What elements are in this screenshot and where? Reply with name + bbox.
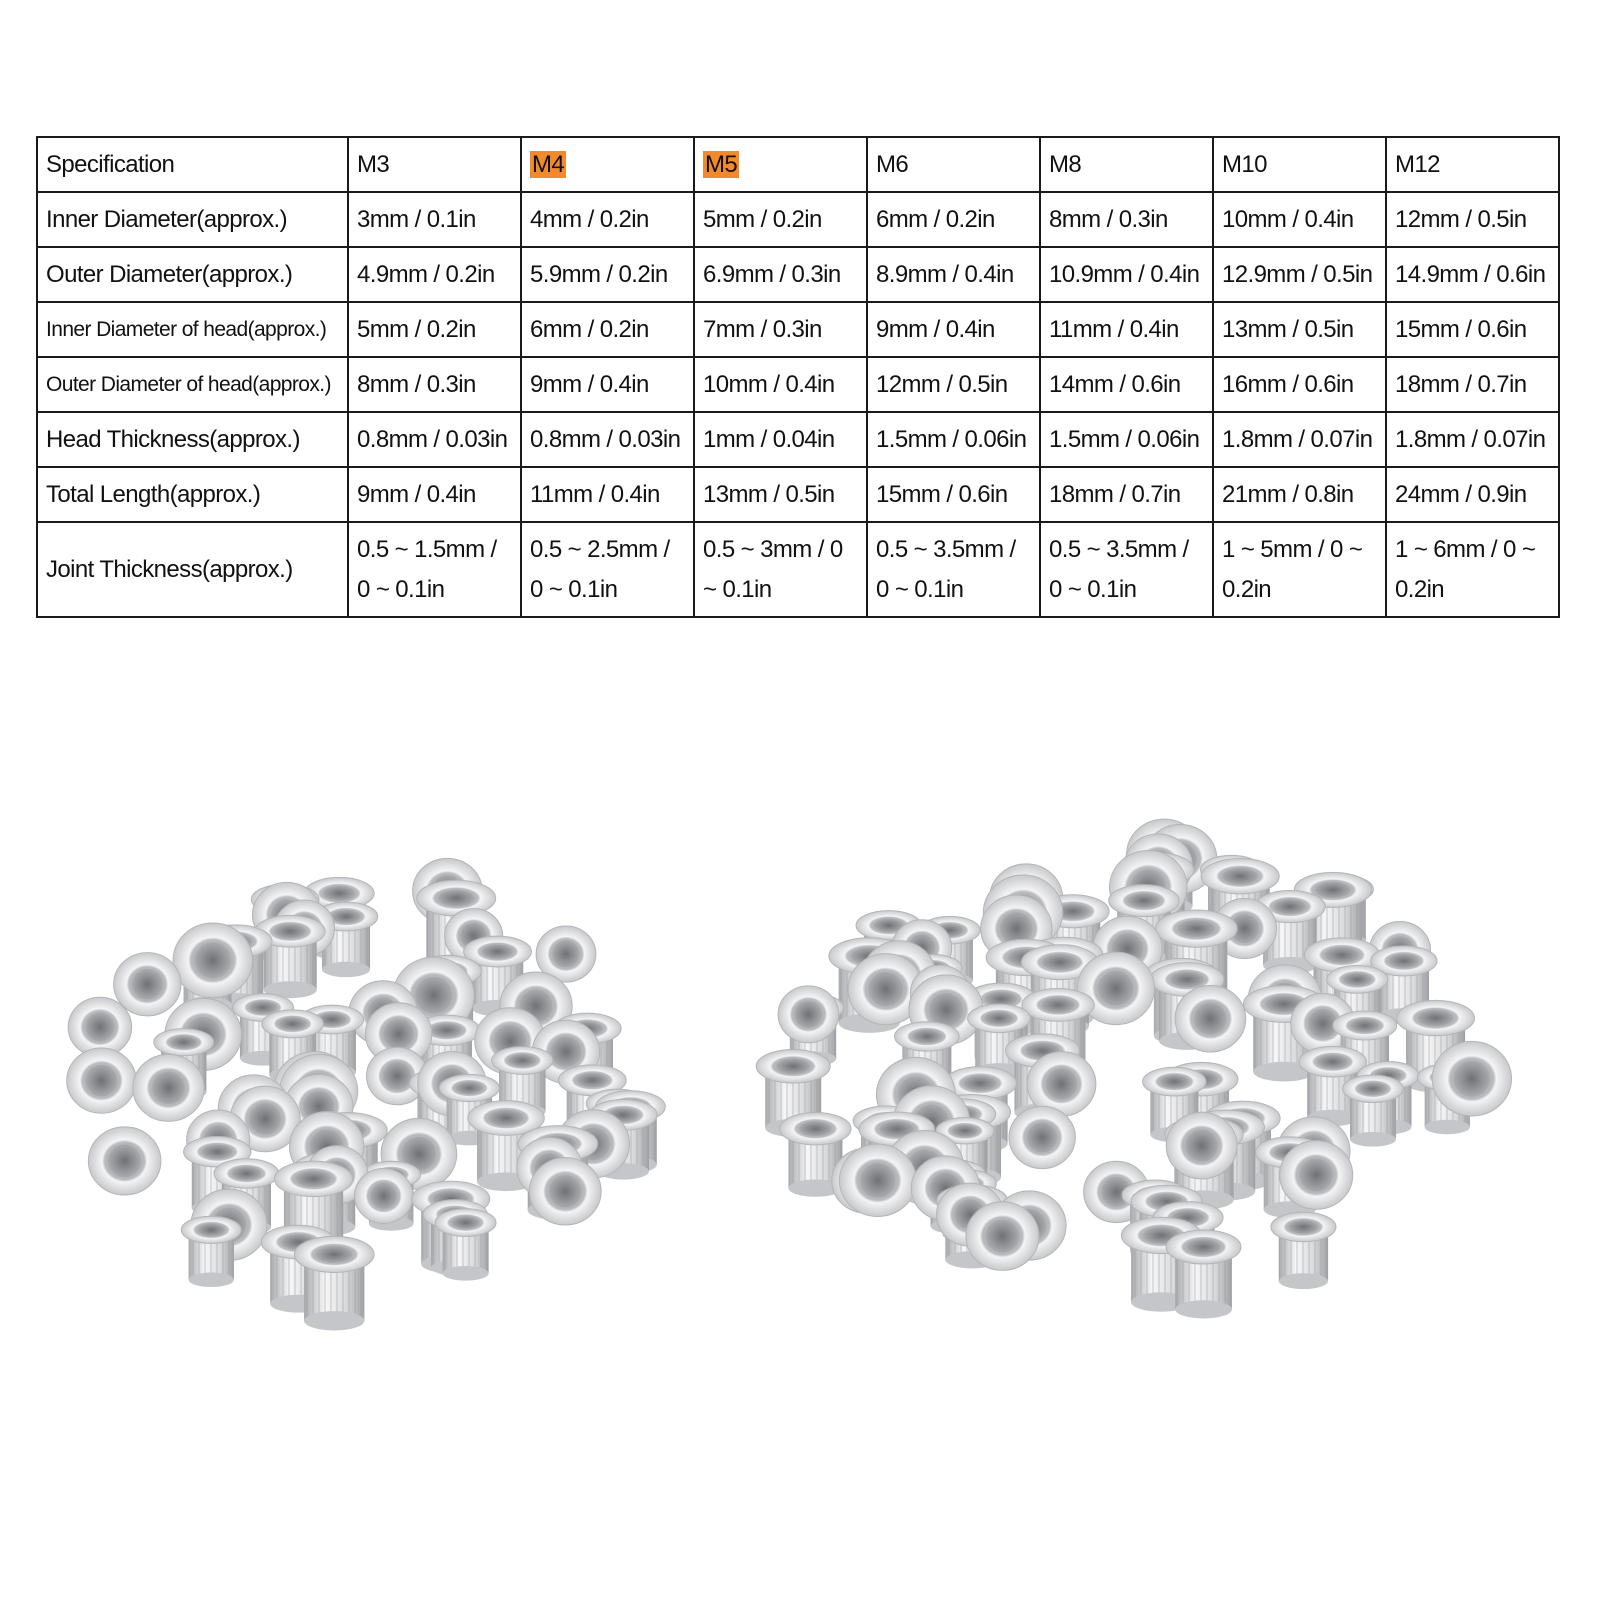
value-cell-m6: 8.9mm / 0.4in xyxy=(867,247,1040,302)
value-cell-m4: 0.5 ~ 2.5mm / 0 ~ 0.1in xyxy=(521,522,694,617)
value-cell-m6: 12mm / 0.5in xyxy=(867,357,1040,412)
value-cell-m10: 16mm / 0.6in xyxy=(1213,357,1386,412)
specification-table xyxy=(36,136,1560,618)
value-cell-m4: 4mm / 0.2in xyxy=(521,192,694,247)
specification-table-body xyxy=(37,137,1559,617)
value-cell-m10: 10mm / 0.4in xyxy=(1213,192,1386,247)
rivet-nut-icon xyxy=(88,1127,161,1195)
value-cell-m4: 5.9mm / 0.2in xyxy=(521,247,694,302)
value-cell-m8: 14mm / 0.6in xyxy=(1040,357,1213,412)
value-cell-m6: 6mm / 0.2in xyxy=(867,192,1040,247)
header-cell-m12: M12 xyxy=(1386,137,1559,192)
value-cell-m12: 24mm / 0.9in xyxy=(1386,467,1559,522)
rivet-nut-icon xyxy=(181,1216,241,1287)
value-cell-m4: 9mm / 0.4in xyxy=(521,357,694,412)
value-cell-m5: 7mm / 0.3in xyxy=(694,302,867,357)
rivet-nut-icon xyxy=(1280,1141,1353,1210)
rivet-nut-icon xyxy=(1166,1112,1237,1179)
value-cell-m12: 18mm / 0.7in xyxy=(1386,357,1559,412)
rivet-nut-icon xyxy=(966,1202,1039,1271)
header-cell-specification: Specification xyxy=(37,137,348,192)
value-cell-m8: 8mm / 0.3in xyxy=(1040,192,1213,247)
value-cell-m3: 0.5 ~ 1.5mm / 0 ~ 0.1in xyxy=(348,522,521,617)
rivet-nut-pile-right xyxy=(756,819,1511,1318)
table-row xyxy=(37,357,1559,412)
highlighted-size-m5: M5 xyxy=(705,150,738,178)
table-row xyxy=(37,247,1559,302)
rivet-nut-icon xyxy=(778,986,839,1043)
value-cell-m4: 6mm / 0.2in xyxy=(521,302,694,357)
value-cell-m6: 0.5 ~ 3.5mm / 0 ~ 0.1in xyxy=(867,522,1040,617)
table-row xyxy=(37,192,1559,247)
rivet-nut-icon xyxy=(1432,1041,1511,1116)
rivet-nut-icon xyxy=(1343,1075,1404,1147)
value-cell-m3: 5mm / 0.2in xyxy=(348,302,521,357)
row-label-cell: Inner Diameter(approx.) xyxy=(37,192,348,247)
rivet-nut-icon xyxy=(255,915,325,998)
row-label-cell: Outer Diameter of head(approx.) xyxy=(37,357,348,412)
value-cell-m3: 0.8mm / 0.03in xyxy=(348,412,521,467)
value-cell-m8: 0.5 ~ 3.5mm / 0 ~ 0.1in xyxy=(1040,522,1213,617)
value-cell-m6: 1.5mm / 0.06in xyxy=(867,412,1040,467)
header-cell-m6: M6 xyxy=(867,137,1040,192)
row-label-cell: Outer Diameter(approx.) xyxy=(37,247,348,302)
value-cell-m10: 1 ~ 5mm / 0 ~ 0.2in xyxy=(1213,522,1386,617)
value-cell-m3: 4.9mm / 0.2in xyxy=(348,247,521,302)
value-cell-m12: 15mm / 0.6in xyxy=(1386,302,1559,357)
rivet-nut-icon xyxy=(1271,1212,1336,1289)
value-cell-m12: 12mm / 0.5in xyxy=(1386,192,1559,247)
row-label-cell: Inner Diameter of head(approx.) xyxy=(37,302,348,357)
row-label-cell: Joint Thickness(approx.) xyxy=(37,522,348,617)
rivet-nut-pile-left xyxy=(67,858,666,1330)
value-cell-m4: 0.8mm / 0.03in xyxy=(521,412,694,467)
rivet-nut-icon xyxy=(67,1048,136,1113)
value-cell-m4: 11mm / 0.4in xyxy=(521,467,694,522)
header-cell-m3: M3 xyxy=(348,137,521,192)
rivet-nut-icon xyxy=(1009,1106,1075,1168)
value-cell-m8: 18mm / 0.7in xyxy=(1040,467,1213,522)
table-row xyxy=(37,467,1559,522)
value-cell-m6: 15mm / 0.6in xyxy=(867,467,1040,522)
value-cell-m5: 0.5 ~ 3mm / 0 ~ 0.1in xyxy=(694,522,867,617)
header-cell-m4 xyxy=(521,137,694,192)
rivet-nut-icon xyxy=(294,1236,374,1330)
rivet-nut-icon xyxy=(114,953,181,1016)
highlighted-size-m4: M4 xyxy=(532,150,565,178)
value-cell-m10: 21mm / 0.8in xyxy=(1213,467,1386,522)
value-cell-m12: 1 ~ 6mm / 0 ~ 0.2in xyxy=(1386,522,1559,617)
value-cell-m12: 1.8mm / 0.07in xyxy=(1386,412,1559,467)
rivet-nut-icon xyxy=(173,923,253,998)
value-cell-m3: 9mm / 0.4in xyxy=(348,467,521,522)
value-cell-m5: 6.9mm / 0.3in xyxy=(694,247,867,302)
value-cell-m5: 13mm / 0.5in xyxy=(694,467,867,522)
value-cell-m10: 12.9mm / 0.5in xyxy=(1213,247,1386,302)
rivet-nut-icon xyxy=(355,1168,413,1223)
value-cell-m5: 1mm / 0.04in xyxy=(694,412,867,467)
value-cell-m8: 11mm / 0.4in xyxy=(1040,302,1213,357)
value-cell-m8: 1.5mm / 0.06in xyxy=(1040,412,1213,467)
table-row xyxy=(37,412,1559,467)
rivet-nut-icon xyxy=(1166,1230,1241,1319)
row-label-cell: Head Thickness(approx.) xyxy=(37,412,348,467)
rivet-nut-icon xyxy=(839,1144,916,1216)
row-label-cell: Total Length(approx.) xyxy=(37,467,348,522)
rivet-nut-icon xyxy=(529,1158,601,1225)
table-row xyxy=(37,302,1559,357)
value-cell-m10: 1.8mm / 0.07in xyxy=(1213,412,1386,467)
table-row xyxy=(37,522,1559,617)
header-cell-m8: M8 xyxy=(1040,137,1213,192)
table-header-row xyxy=(37,137,1559,192)
rivet-nuts-photo xyxy=(0,780,1601,1360)
value-cell-m3: 8mm / 0.3in xyxy=(348,357,521,412)
rivet-nut-icon xyxy=(133,1054,204,1121)
header-cell-m10: M10 xyxy=(1213,137,1386,192)
value-cell-m10: 13mm / 0.5in xyxy=(1213,302,1386,357)
value-cell-m5: 5mm / 0.2in xyxy=(694,192,867,247)
value-cell-m6: 9mm / 0.4in xyxy=(867,302,1040,357)
header-cell-m5 xyxy=(694,137,867,192)
value-cell-m5: 10mm / 0.4in xyxy=(694,357,867,412)
rivet-nut-icon xyxy=(1175,986,1246,1052)
value-cell-m12: 14.9mm / 0.6in xyxy=(1386,247,1559,302)
value-cell-m8: 10.9mm / 0.4in xyxy=(1040,247,1213,302)
rivet-nut-icon xyxy=(435,1209,496,1281)
value-cell-m3: 3mm / 0.1in xyxy=(348,192,521,247)
